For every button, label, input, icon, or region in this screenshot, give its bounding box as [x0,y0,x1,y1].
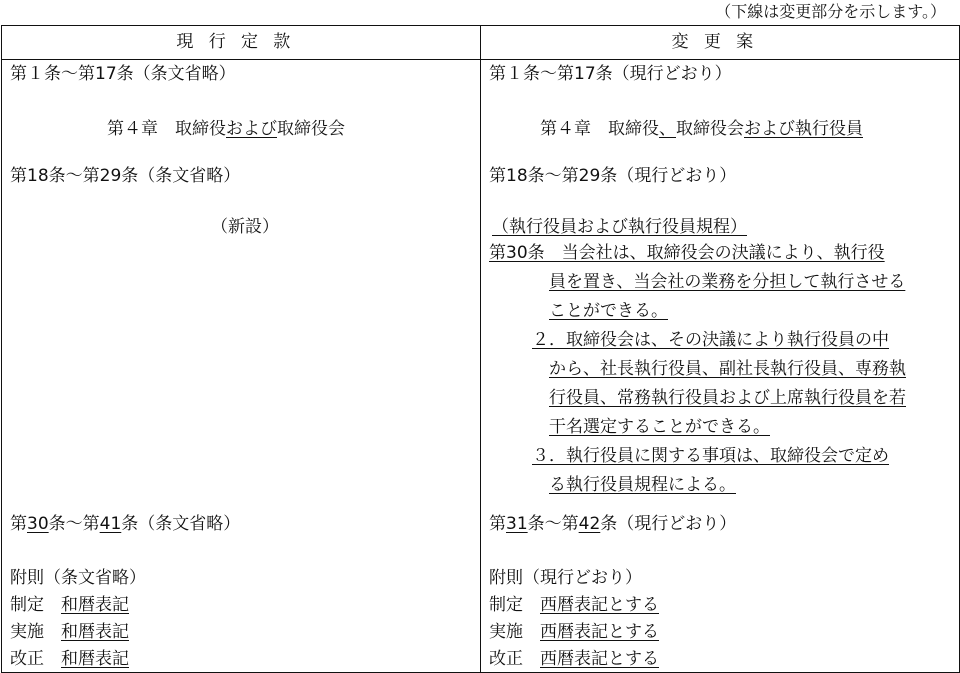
right-r5-b: 31 [506,514,528,534]
right-revision [489,647,659,671]
right-articles-18-29: 第18条～第29条（現行どおり） [489,166,737,186]
right-enforcement-label: 実施 [489,622,540,642]
right-enactment-label: 制定 [489,595,540,615]
art3-line-2 [489,471,951,500]
right-chapter-part-b: 、 [659,119,676,139]
art1-line-3-text: ことができる。 [549,301,668,321]
left-r5-c: 条～第 [48,514,100,534]
right-article-30-body [489,239,951,500]
art3-line-1-text: ３．執行役員に関する事項は、取締役会で定め [532,446,889,466]
right-enactment [489,593,659,617]
art1-line-3 [489,297,951,326]
left-articles-1-17: 第１条～第17条（条文省略） [10,64,236,84]
art3-line-1 [489,442,951,471]
right-enforcement-value: 西暦表記とする [540,622,659,642]
art2-line-3-text: 行役員、常務執行役員および上席執行役員を若 [549,388,906,408]
art3-line-2-text: る執行役員規程による。 [549,475,736,495]
left-articles-18-29: 第18条～第29条（条文省略） [10,166,241,186]
right-r5-e: 条（現行どおり） [600,514,737,534]
left-chapter-4-heading [107,117,345,141]
header-divider [2,59,959,60]
left-r5-e: 条（条文省略） [121,514,241,534]
right-supplementary: 附則（現行どおり） [489,568,642,588]
art2-line-4-text: 干名選定することができる。 [549,417,770,437]
right-article-30-title [492,215,747,239]
left-new-provision: （新設） [211,217,279,237]
left-enforcement-value: 和暦表記 [61,622,129,642]
art2-line-2 [489,355,951,384]
left-enforcement [10,620,129,644]
left-r5-d: 41 [99,514,122,534]
right-revision-label: 改正 [489,649,540,669]
column-divider [480,26,481,672]
art2-line-2-text: から、社長執行役員、副社長執行役員、専務執 [549,359,906,379]
left-revision-label: 改正 [10,649,61,669]
left-chapter-part-b: および [226,119,277,139]
header-current-articles: 現行定款 [176,32,306,52]
right-r5-c: 条～第 [527,514,579,534]
left-enactment-label: 制定 [10,595,61,615]
right-chapter-part-c: 取締役会 [676,119,744,139]
left-enactment-value: 和暦表記 [61,595,129,615]
art2-line-3 [489,384,951,413]
art1-line-2-text: 員を置き、当会社の業務を分担して執行させる [549,272,906,292]
right-enforcement [489,620,659,644]
right-chapter-part-d: および執行役員 [744,119,863,139]
art2-line-1 [489,326,951,355]
art1-line-2 [489,268,951,297]
left-r5-b: 30 [27,514,49,534]
header-proposed-changes: 変更案 [671,32,769,52]
underline-note: （下線は変更部分を示します。） [715,2,946,21]
art1-line-1 [489,239,951,268]
right-articles-31-42 [489,512,736,536]
left-chapter-part-c: 取締役会 [277,119,345,139]
art1-line-1-text: 第30条 当会社は、取締役会の決議により、執行役 [489,243,885,263]
right-chapter-part-a: 第４章 取締役 [540,119,659,139]
left-enforcement-label: 実施 [10,622,61,642]
right-r5-d: 42 [578,514,601,534]
right-enactment-value: 西暦表記とする [540,595,659,615]
left-revision [10,647,129,671]
art2-line-4 [489,413,951,442]
left-chapter-part-a: 第４章 取締役 [107,119,226,139]
left-articles-30-41 [10,512,240,536]
right-articles-1-17: 第１条～第17条（現行どおり） [489,64,732,84]
right-chapter-4-heading [540,117,863,141]
left-supplementary: 附則（条文省略） [10,568,146,588]
right-r5-a: 第 [489,514,506,534]
right-article-30-title-text: （執行役員および執行役員規程） [492,217,747,237]
right-revision-value: 西暦表記とする [540,649,659,669]
art2-line-1-text: ２．取締役会は、その決議により執行役員の中 [532,330,889,350]
left-enactment [10,593,129,617]
left-r5-a: 第 [10,514,27,534]
left-revision-value: 和暦表記 [61,649,129,669]
